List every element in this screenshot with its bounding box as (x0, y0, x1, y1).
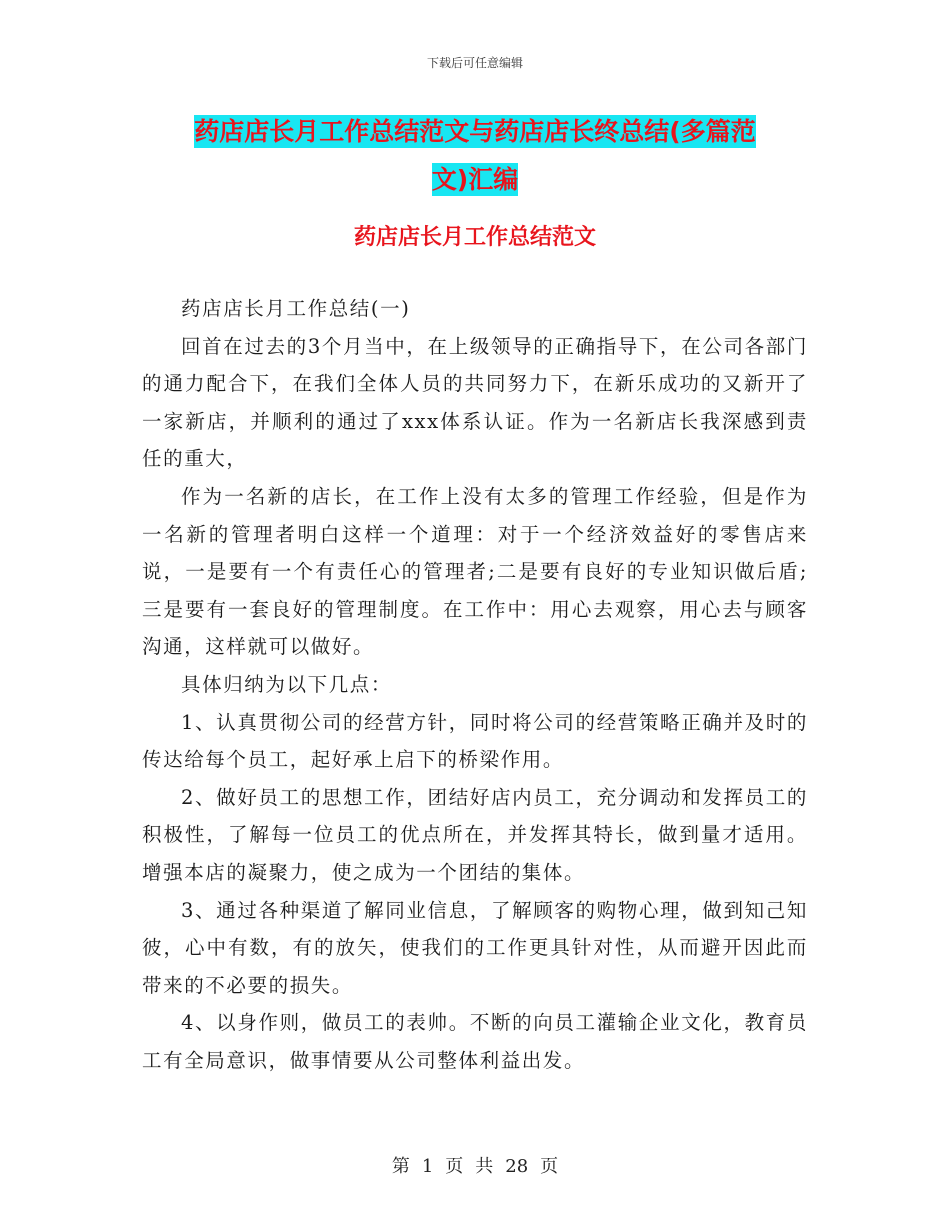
total-pages: 28 (505, 1156, 529, 1177)
header-note: 下载后可任意编辑 (426, 56, 523, 70)
list-item: 3、通过各种渠道了解同业信息，了解顾客的购物心理，做到知己知彼，心中有数，有的放矢，使我们的工作更具针对性，从而避开因此而带来的不必要的损失。 (142, 898, 808, 997)
footer-total-unit: 页 (540, 1156, 559, 1177)
paragraph: 作为一名新的店长，在工作上没有太多的管理工作经验，但是作为一名新的管理者明白这样一个道理：对于一个经济效益好的零售店来说，一是要有一个有责任心的管理者;二是要有良好的专业知识做后盾;三是要有一套良好的管理制度。在工作中：用心去观察，用心去与顾客沟通，这样就可以做好。 (142, 484, 808, 659)
document-title-line-2: 文)汇编 (431, 165, 519, 194)
document-title (0, 108, 950, 204)
paragraph: 回首在过去的3个月当中，在上级领导的正确指导下，在公司各部门的通力配合下，在我们全体人员的共同努力下，在新乐成功的又新开了一家新店，并顺利的通过了xxx体系认证。作为一名新店长我深感到责任的重大， (142, 334, 808, 471)
paragraph-subtitle: 药店店长月工作总结(一) (181, 297, 411, 320)
document-title-line-1: 药店店长月工作总结范文与药店店长终总结(多篇范 (194, 117, 756, 146)
paragraph: 具体归纳为以下几点： (181, 672, 393, 696)
footer-prefix: 第 (391, 1156, 410, 1177)
list-item: 1、认真贯彻公司的经营方针，同时将公司的经营策略正确并及时的传达给每个员工，起好承上启下的桥梁作用。 (142, 710, 808, 772)
page-footer (0, 1152, 950, 1178)
document-body (142, 290, 808, 1079)
footer-page-unit: 页 (445, 1156, 464, 1177)
footer-total-prefix: 共 (475, 1156, 494, 1177)
section-title: 药店店长月工作总结范文 (353, 225, 596, 250)
page-number: 1 (421, 1156, 434, 1177)
list-item: 2、做好员工的思想工作，团结好店内员工，充分调动和发挥员工的积极性，了解每一位员工的优点所在，并发挥其特长，做到量才适用。增强本店的凝聚力，使之成为一个团结的集体。 (142, 785, 808, 884)
list-item: 4、以身作则，做员工的表帅。不断的向员工灌输企业文化，教育员工有全局意识，做事情要从公司整体利益出发。 (142, 1011, 808, 1072)
